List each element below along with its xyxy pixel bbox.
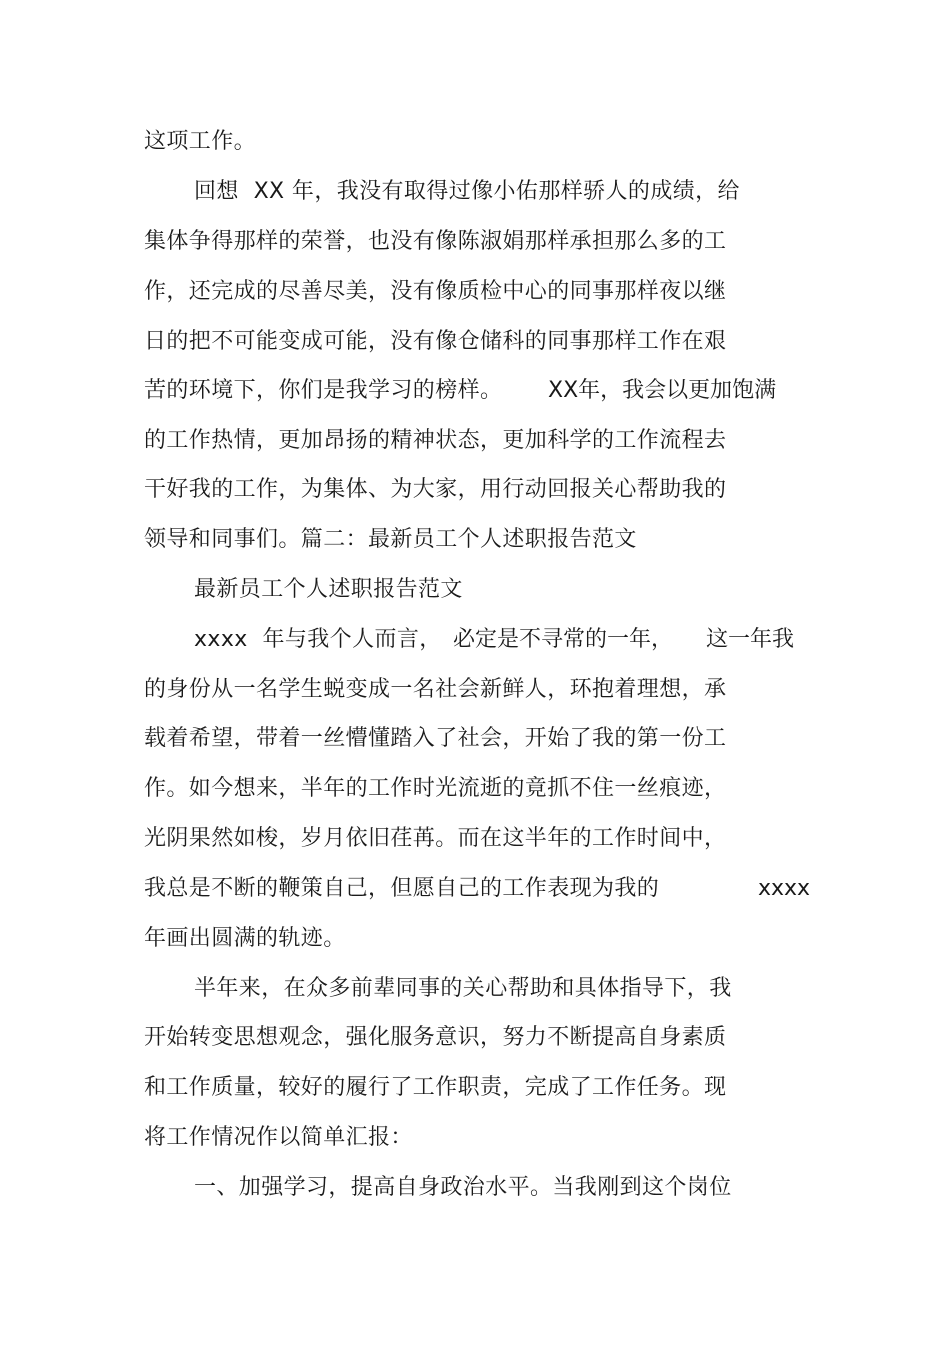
text-line: 作，还完成的尽善尽美，没有像质检中心的同事那样夜以继 [144, 279, 727, 304]
text-line: 和工作质量，较好的履行了工作职责，完成了工作任务。现 [144, 1075, 727, 1100]
text-line: 领导和同事们。篇二：最新员工个人述职报告范文 [144, 527, 637, 552]
text-line: 日的把不可能变成可能，没有像仓储科的同事那样工作在艰 [144, 329, 727, 354]
text-line: 回想 XX 年，我没有取得过像小佑那样骄人的成绩，给 [194, 179, 740, 204]
text-line: 将工作情况作以简单汇报： [144, 1125, 413, 1150]
text-line: 苦的环境下，你们是我学习的榜样。 [144, 378, 503, 403]
text-line-tail: XX年，我会以更加饱满 [548, 378, 777, 403]
text-line: 作。如今想来，半年的工作时光流逝的竟抓不住一丝痕迹， [144, 776, 727, 801]
text-line-tail: xxxx [758, 876, 811, 901]
text-line: 我总是不断的鞭策自己，但愿自己的工作表现为我的 [144, 876, 660, 901]
text-line: 半年来，在众多前辈同事的关心帮助和具体指导下，我 [194, 976, 732, 1001]
text-line: 年画出圆满的轨迹。 [144, 926, 346, 951]
text-line-segment: 必定是不寻常的一年， [453, 627, 674, 652]
text-line: 集体争得那样的荣誉，也没有像陈淑娟那样承担那么多的工 [144, 229, 727, 254]
text-line: 一、加强学习，提高自身政治水平。当我刚到这个岗位 [194, 1175, 732, 1200]
section-heading: 最新员工个人述职报告范文 [194, 577, 463, 602]
text-line: 的身份从一名学生蜕变成一名社会新鲜人，环抱着理想，承 [144, 677, 727, 702]
text-line: 这项工作。 [144, 129, 257, 154]
text-line: 开始转变思想观念，强化服务意识，努力不断提高自身素质 [144, 1025, 727, 1050]
text-line: 的工作热情，更加昂扬的精神状态，更加科学的工作流程去 [144, 428, 727, 453]
text-line-segment: 这一年我 [706, 627, 795, 652]
text-line: 载着希望，带着一丝懵懂踏入了社会，开始了我的第一份工 [144, 726, 727, 751]
text-line: xxxx 年与我个人而言， [194, 627, 442, 652]
text-line: 干好我的工作，为集体、为大家，用行动回报关心帮助我的 [144, 477, 727, 502]
text-line: 光阴果然如梭，岁月依旧荏苒。而在这半年的工作时间中， [144, 826, 727, 851]
